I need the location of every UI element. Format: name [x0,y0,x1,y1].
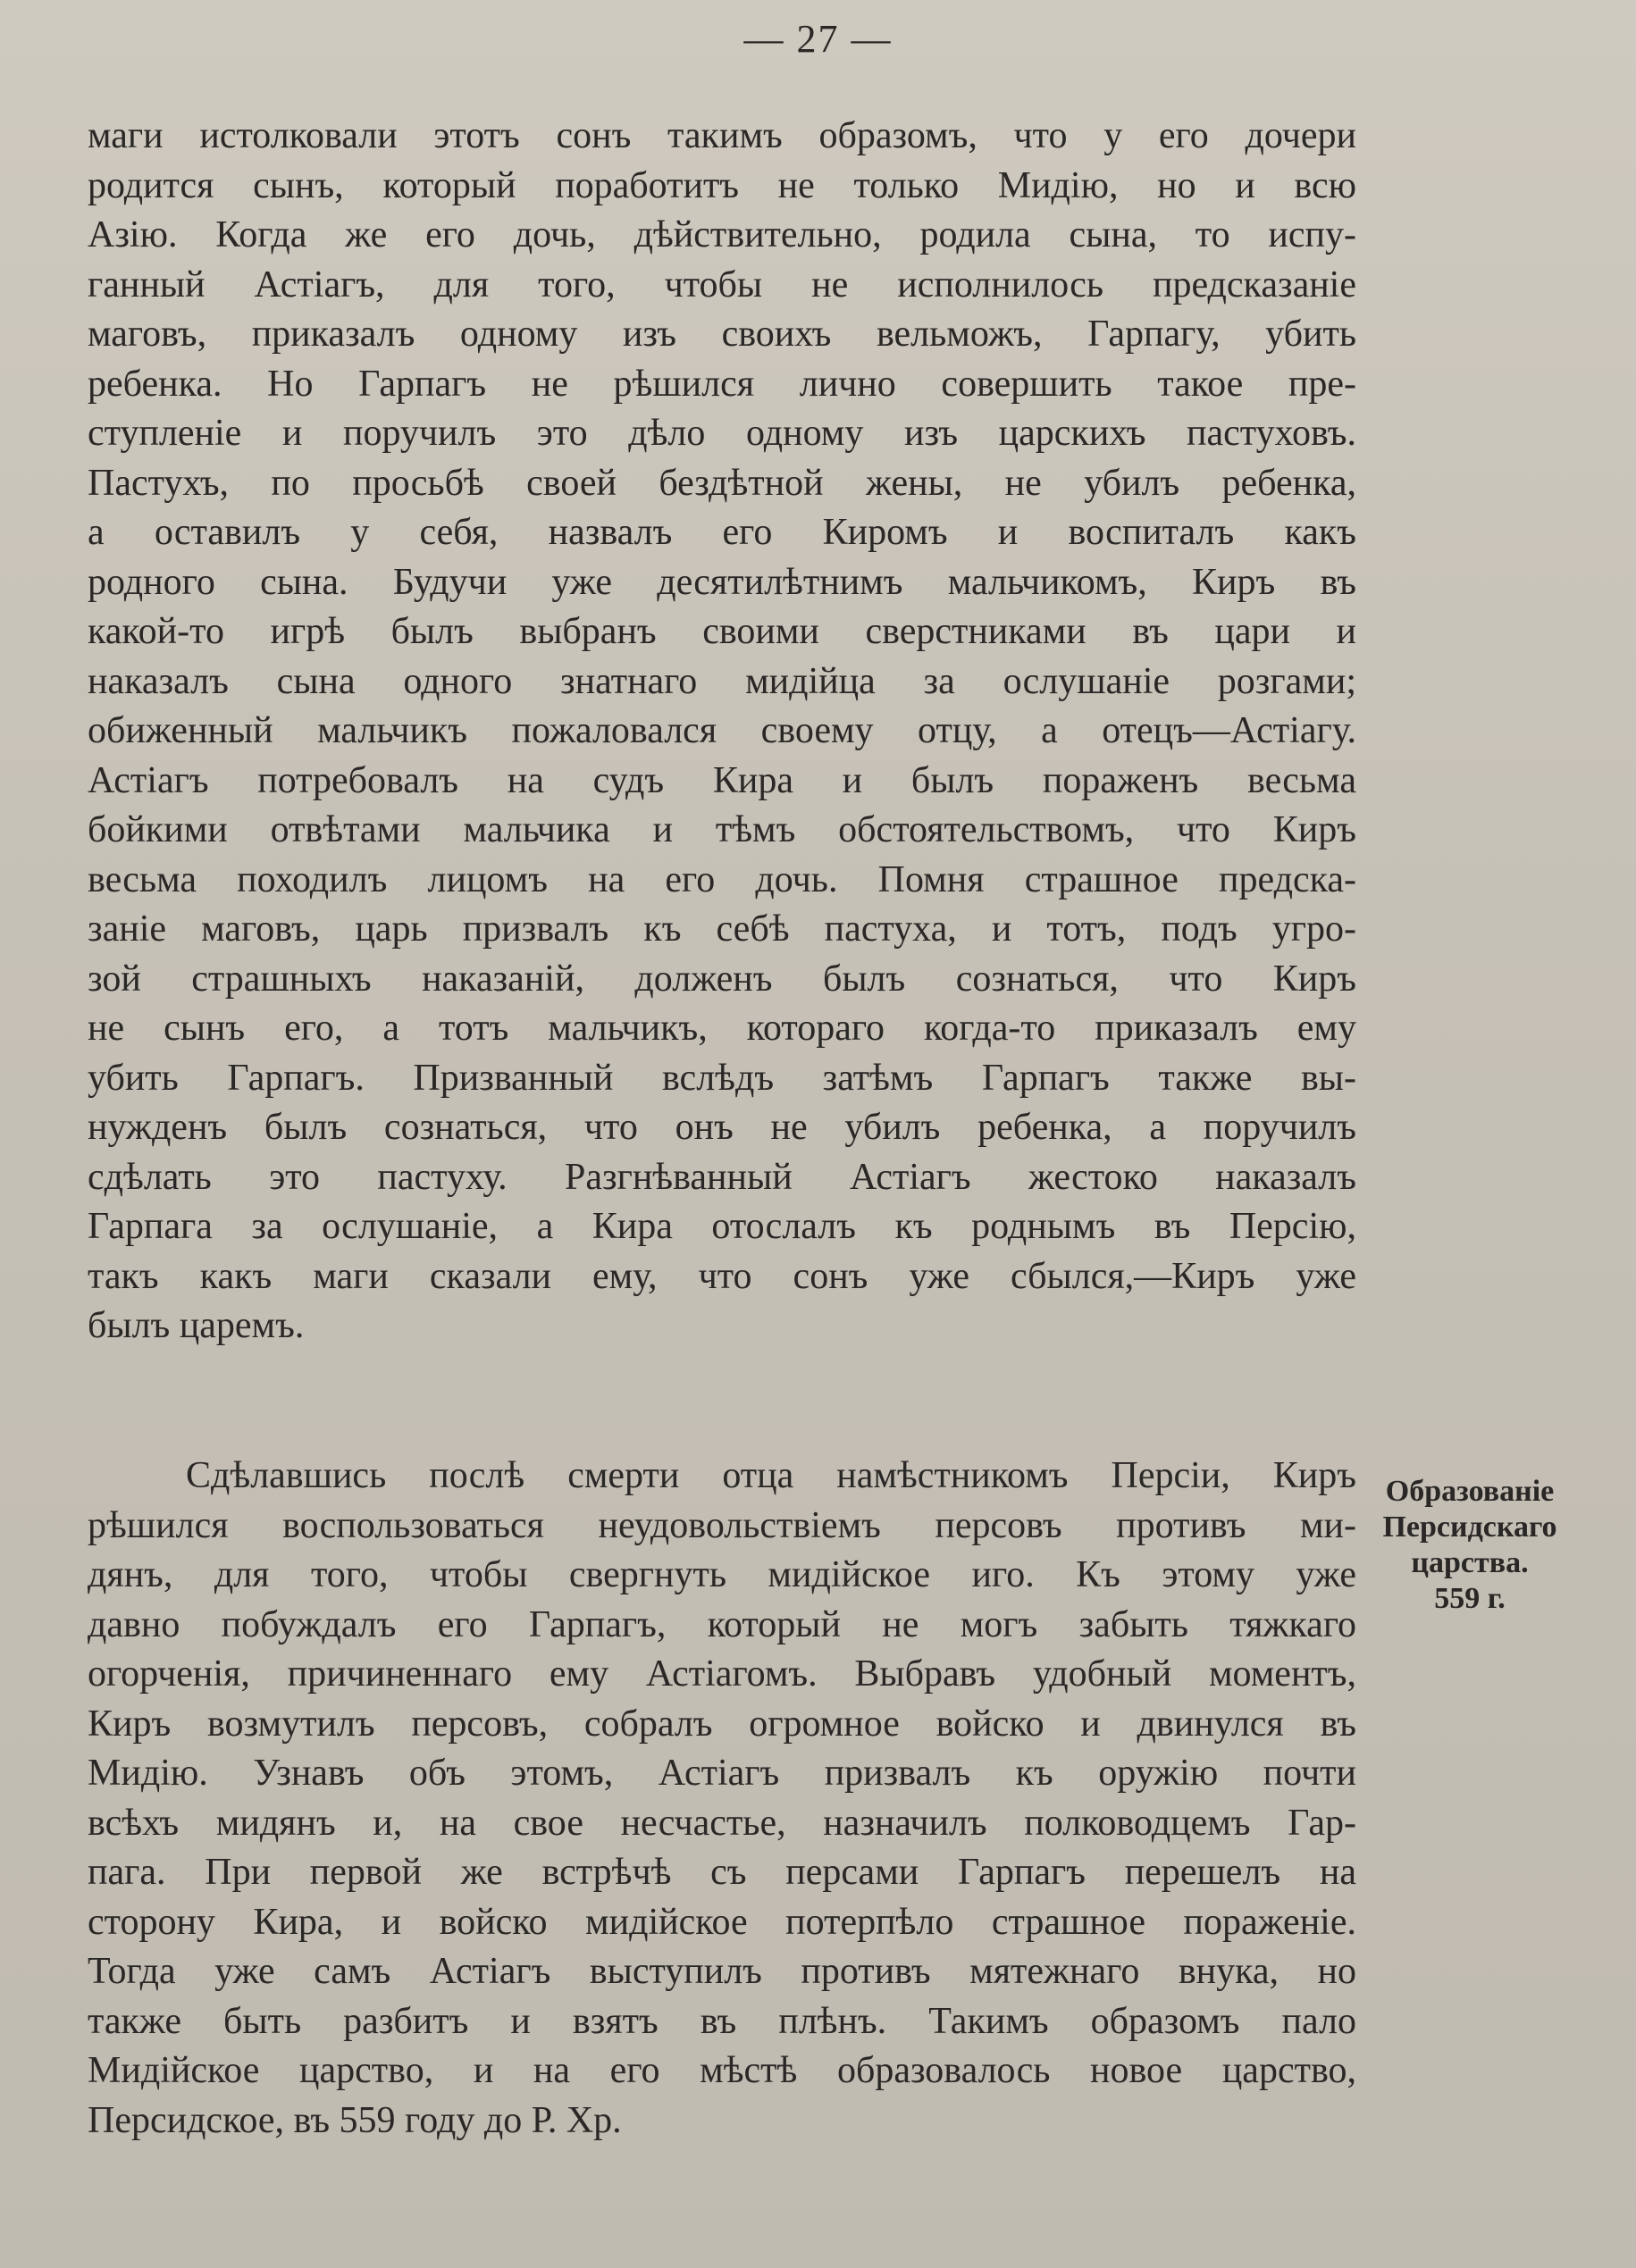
text-line: а оставилъ у себя, назвалъ его Киромъ и воспиталъ какъ [88,512,1356,553]
text-line: зой страшныхъ наказаній, долженъ былъ сознаться, что Киръ [88,958,1356,1000]
text-line: сторону Кира, и войско мидійское потерпѣло страшное пораженіе. [88,1901,1356,1943]
text-line: также быть разбитъ и взятъ въ плѣнъ. Такимъ образомъ пало [88,2000,1356,2042]
text-line: бойкими отвѣтами мальчика и тѣмъ обстоятельствомъ, что Киръ [88,809,1356,850]
text-line: Азію. Когда же его дочь, дѣйствительно, родила сына, то испу- [88,214,1356,255]
text-line: Персидское, въ 559 году до Р. Хр. [88,2099,622,2141]
text-line: сдѣлать это пастуху. Разгнѣванный Астіагъ жестоко наказалъ [88,1156,1356,1198]
text-line: такъ какъ маги сказали ему, что сонъ уже сбылся,—Киръ уже [88,1255,1356,1297]
text-line: всѣхъ мидянъ и, на свое несчастье, назначилъ полководцемъ Гар- [88,1802,1356,1844]
text-line: не сынъ его, а тотъ мальчикъ, котораго когда-то приказалъ ему [88,1008,1356,1049]
margin-note-line: Персидскаго [1382,1511,1557,1544]
text-line: Пастухъ, по просьбѣ своей бездѣтной жены, не убилъ ребенка, [88,462,1356,504]
text-line: ребенка. Но Гарпагъ не рѣшился лично совершить такое пре- [88,363,1356,405]
text-line: Тогда уже самъ Астіагъ выступилъ противъ мятежнаго внука, но [88,1951,1356,1992]
text-line: обиженный мальчикъ пожаловался своему отцу, а отецъ—Астіагу. [88,710,1356,751]
text-line: дянъ, для того, чтобы свергнуть мидійское иго. Къ этому уже [88,1554,1356,1595]
text-line: маги истолковали этотъ сонъ такимъ образомъ, что у его дочери [88,115,1356,156]
text-line: родится сынъ, который поработитъ не только Мидію, но и всю [88,164,1356,206]
text-line: заніе маговъ, царь призвалъ къ себѣ пастуха, и тотъ, подъ угро- [88,908,1356,950]
text-line: Мидію. Узнавъ объ этомъ, Астіагъ призвалъ къ оружію почти [88,1753,1356,1794]
text-line: Астіагъ потребовалъ на судъ Кира и былъ пораженъ весьма [88,759,1356,801]
text-line: Киръ возмутилъ персовъ, собралъ огромное войско и двинулся въ [88,1703,1356,1745]
page-number: — 27 — [743,17,893,61]
text-line: ганный Астіагъ, для того, чтобы не исполнилось предсказаніе [88,264,1356,305]
paragraph-1 [88,112,1356,1352]
text-line: давно побуждалъ его Гарпагъ, который не могъ забыть тяжкаго [88,1603,1356,1645]
margin-note [1367,1474,1573,1617]
text-line: весьма походилъ лицомъ на его дочь. Помня страшное предска- [88,858,1356,900]
text-line: Гарпага за ослушаніе, а Кира отослалъ къ роднымъ въ Персію, [88,1206,1356,1247]
paragraph-2 [88,1452,1356,2146]
text-line: маговъ, приказалъ одному изъ своихъ вельможъ, Гарпагу, убить [88,314,1356,355]
text-line: ступленіе и поручилъ это дѣло одному изъ царскихъ пастуховъ. [88,413,1356,454]
margin-note-line: царства. [1411,1546,1529,1579]
text-line: огорченія, причиненнаго ему Астіагомъ. Выбравъ удобный моментъ, [88,1653,1356,1695]
text-line: наказалъ сына одного знатнаго мидійца за ослушаніе розгами; [88,660,1356,702]
text-line: рѣшился воспользоваться неудовольствіемъ персовъ противъ ми- [88,1504,1356,1546]
text-line: Сдѣлавшись послѣ смерти отца намѣстникомъ Персіи, Киръ [186,1455,1356,1496]
margin-note-line: Образованіе [1385,1475,1555,1508]
margin-note-line: 559 г. [1434,1582,1506,1615]
text-line: какой-то игрѣ былъ выбранъ своими сверстниками въ цари и [88,611,1356,652]
text-line: пага. При первой же встрѣчѣ съ персами Гарпагъ перешелъ на [88,1852,1356,1893]
text-line: нужденъ былъ сознаться, что онъ не убилъ ребенка, а поручилъ [88,1107,1356,1148]
text-line: родного сына. Будучи уже десятилѣтнимъ мальчикомъ, Киръ въ [88,561,1356,603]
text-line: убить Гарпагъ. Призванный вслѣдъ затѣмъ Гарпагъ также вы- [88,1057,1356,1099]
text-line: былъ царемъ. [88,1305,305,1346]
text-line: Мидійское царство, и на его мѣстѣ образовалось новое царство, [88,2050,1356,2091]
